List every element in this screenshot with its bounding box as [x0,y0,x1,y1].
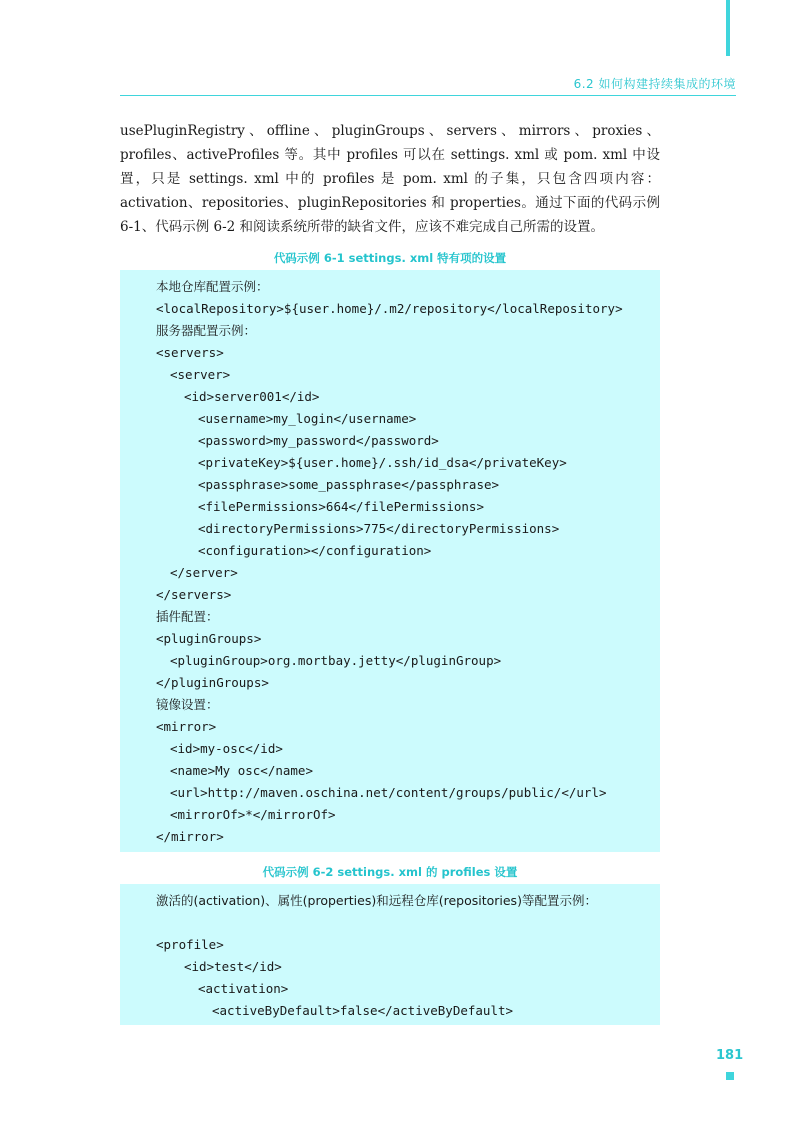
code-example-1-caption: 代码示例 6-1 settings. xml 特有项的设置 [273,251,507,265]
code-line: <id>test</id> [184,959,282,974]
code-line: <password>my_password</password> [198,433,439,448]
code-line: <mirrorOf>*</mirrorOf> [170,807,336,822]
header-rule [120,95,736,96]
code-line: <server> [170,367,231,382]
code-line: <name>My osc</name> [170,763,313,778]
code-line: 服务器配置示例： [156,323,257,338]
running-header: 6.2 如何构建持续集成的环境 [573,77,736,91]
code-line: <id>server001</id> [184,389,320,404]
code-line: <profile> [156,937,224,952]
code-line: <localRepository>${user.home}/.m2/repository</localRepository> [156,301,623,316]
code-line: <directoryPermissions>775</directoryPermissions> [198,521,560,536]
code-line: 镜像设置： [156,697,219,712]
page-marker [726,1072,734,1080]
code-example-2-intro: 激活的(activation)、属性(properties)和远程仓库(repositories)等配置示例： [156,893,597,908]
code-example-2-caption: 代码示例 6-2 settings. xml 的 profiles 设置 [262,865,518,879]
code-line: </servers> [156,587,232,602]
code-line: <privateKey>${user.home}/.ssh/id_dsa</privateKey> [198,455,567,470]
code-line: </mirror> [156,829,224,844]
code-line: <id>my-osc</id> [170,741,283,756]
code-example-1-box [120,270,660,852]
code-line: <servers> [156,345,224,360]
code-line: </server> [170,565,238,580]
code-line: <username>my_login</username> [198,411,417,426]
code-line: <pluginGroup>org.mortbay.jetty</pluginGroup> [170,653,502,668]
code-line: <passphrase>some_passphrase</passphrase> [198,477,500,492]
body-paragraph: usePluginRegistry、offline、pluginGroups、servers、mirrors、proxies、profiles、activeProfiles 等。其中 profiles 可以在 settings. xml 或 pom. xml 中设置，只是 settings. xml 中的 profiles 是 pom. xml 的子集，只包含四项内容：activation、repositories、pluginRepositories 和 properties。通过下面的代码示例 6-1、代码示例 6-2 和阅读系统所带的缺省文件，应该不难完成自己所需的设置。 [120,123,660,235]
code-line: <configuration></configuration> [198,543,432,558]
code-line: <pluginGroups> [156,631,262,646]
code-line: <mirror> [156,719,217,734]
code-line: <activeByDefault>false</activeByDefault> [212,1003,514,1018]
code-line: 本地仓库配置示例： [156,279,269,294]
code-line: <activation> [198,981,289,996]
page-number: 181 [716,1048,744,1063]
top-accent-bar [726,0,730,56]
code-line: <filePermissions>664</filePermissions> [198,499,484,514]
code-example-2-box [120,884,660,1025]
code-line: <url>http://maven.oschina.net/content/groups/public/</url> [170,785,607,800]
code-line: </pluginGroups> [156,675,269,690]
code-line: 插件配置： [156,609,219,624]
